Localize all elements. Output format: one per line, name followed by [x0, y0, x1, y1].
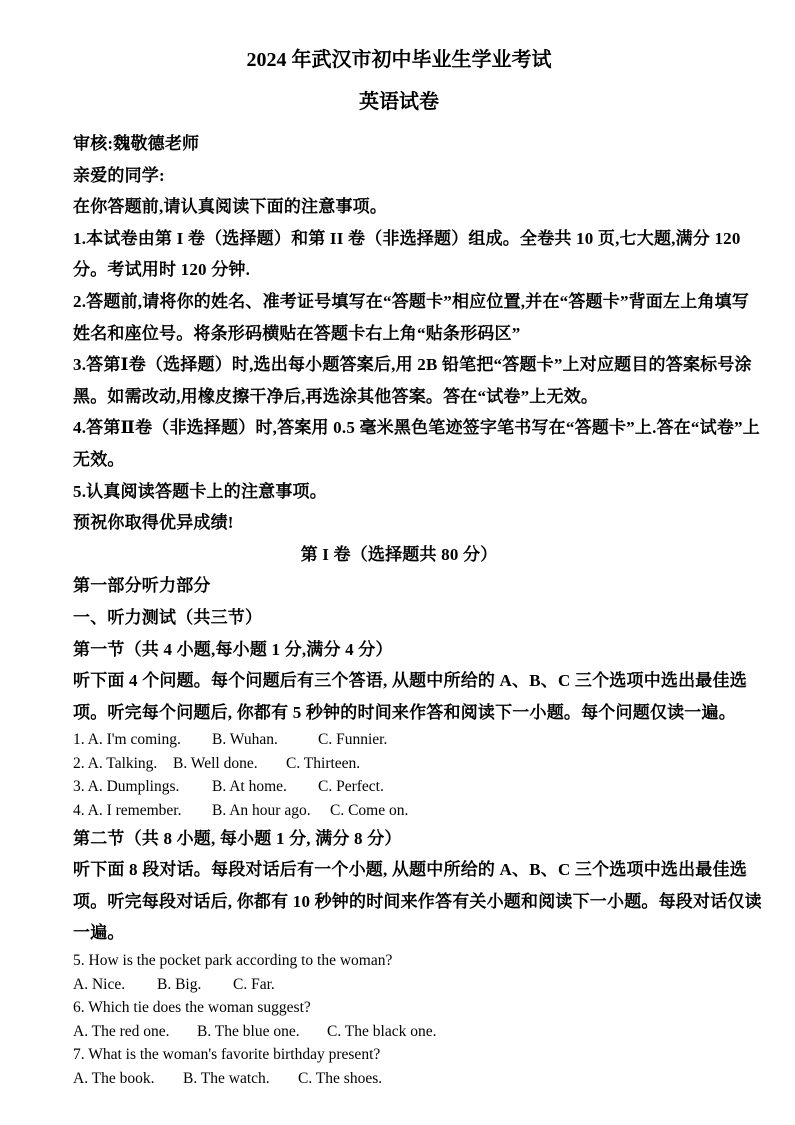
- q6-option-b: B. The blue one.: [197, 1022, 300, 1040]
- q3-option-c: C. Perfect.: [318, 778, 384, 796]
- exam-subtitle: 英语试卷: [359, 91, 439, 113]
- notice-2-line-2: 姓名和座位号。将条形码横贴在答题卡右上角“贴条形码区”: [73, 323, 521, 343]
- q1-option-a: 1. A. I'm coming.: [73, 731, 181, 749]
- notice-1-line-1: 1.本试卷由第 I 卷（选择题）和第 II 卷（非选择题）组成。全卷共 10 页,七大题,满分 120: [73, 228, 741, 248]
- listening-test-heading: 一、听力测试（共三节）: [73, 607, 263, 627]
- section1-instructions-line-1: 听下面 4 个问题。每个问题后有三个答语, 从题中所给的 A、B、C 三个选项中选出最佳选: [73, 671, 747, 691]
- q3-option-b: B. At home.: [212, 778, 287, 796]
- q6-option-a: A. The red one.: [73, 1022, 170, 1040]
- notice-4-line-1: 4.答第Ⅱ卷（非选择题）时,答案用 0.5 毫米黑色笔迹签字笔书写在“答题卡”上.答在“试卷”上: [73, 418, 760, 438]
- q4-option-a: 4. A. I remember.: [73, 802, 182, 820]
- notice-4-line-2: 无效。: [73, 449, 125, 469]
- section2-instructions-line-3: 一遍。: [73, 923, 125, 943]
- notice-intro-line: 在你答题前,请认真阅读下面的注意事项。: [73, 197, 388, 217]
- notice-3-line-1: 3.答第Ⅰ卷（选择题）时,选出每小题答案后,用 2B 铅笔把“答题卡”上对应题目的答案标号涂: [73, 355, 752, 375]
- part1-heading: 第一部分听力部分: [73, 576, 211, 596]
- q4-option-c: C. Come on.: [330, 802, 409, 820]
- section1-instructions-line-2: 项。听完每个问题后, 你都有 5 秒钟的时间来作答和阅读下一小题。每个问题仅读一遍。: [73, 702, 736, 722]
- q7-option-a: A. The book.: [73, 1070, 155, 1087]
- section2-instructions-line-1: 听下面 8 段对话。每段对话后有一个小题, 从题中所给的 A、B、C 三个选项中选出最佳选: [73, 860, 747, 880]
- q7-option-c: C. The shoes.: [298, 1070, 383, 1087]
- notice-2-line-1: 2.答题前,请将你的姓名、准考证号填写在“答题卡”相应位置,并在“答题卡”背面左上角填写: [73, 291, 750, 311]
- question-7-text: 7. What is the woman's favorite birthday present?: [73, 1046, 381, 1064]
- q5-option-a: A. Nice.: [73, 975, 126, 993]
- q6-option-c: C. The black one.: [327, 1022, 437, 1040]
- question-5-options: [73, 973, 725, 997]
- question-6-options: [73, 1020, 725, 1044]
- section2-instructions-line-2: 项。听完每段对话后, 你都有 10 秒钟的时间来作答有关小题和阅读下一小题。每段对话仅读: [73, 891, 762, 911]
- section1-heading: 第一节（共 4 小题,每小题 1 分,满分 4 分）: [73, 639, 393, 659]
- volume1-heading: 第 I 卷（选择题共 80 分）: [300, 544, 498, 564]
- q1-option-c: C. Funnier.: [318, 731, 388, 749]
- notice-1-line-2: 分。考试用时 120 分钟.: [73, 260, 251, 280]
- question-1-options: [73, 728, 725, 752]
- exam-title: 2024 年武汉市初中毕业生学业考试: [246, 49, 552, 71]
- notice-3-line-2: 黑。如需改动,用橡皮擦干净后,再选涂其他答案。答在“试卷”上无效。: [73, 386, 599, 406]
- q2-option-b: B. Well done.: [173, 754, 258, 772]
- question-6-text: 6. Which tie does the woman suggest?: [73, 999, 311, 1017]
- question-2-options: [73, 752, 725, 776]
- notice-5-line: 5.认真阅读答题卡上的注意事项。: [73, 481, 327, 501]
- wish-line: 预祝你取得优异成绩!: [73, 513, 234, 533]
- q7-option-b: B. The watch.: [183, 1070, 270, 1087]
- reviewer-line: 审核:魏敬德老师: [73, 134, 200, 153]
- question-7-options: [73, 1067, 725, 1091]
- section2-heading: 第二节（共 8 小题, 每小题 1 分, 满分 8 分）: [73, 828, 402, 848]
- q3-option-a: 3. A. Dumplings.: [73, 778, 180, 796]
- salutation-line: 亲爱的同学:: [73, 165, 165, 185]
- question-3-options: [73, 775, 725, 799]
- q5-option-b: B. Big.: [157, 975, 202, 993]
- q5-option-c: C. Far.: [233, 975, 275, 993]
- q2-option-a: 2. A. Talking.: [73, 754, 158, 772]
- q4-option-b: B. An hour ago.: [212, 802, 311, 820]
- q2-option-c: C. Thirteen.: [286, 754, 361, 772]
- q1-option-b: B. Wuhan.: [212, 731, 278, 749]
- question-4-options: [73, 799, 725, 823]
- question-5-text: 5. How is the pocket park according to the woman?: [73, 952, 393, 970]
